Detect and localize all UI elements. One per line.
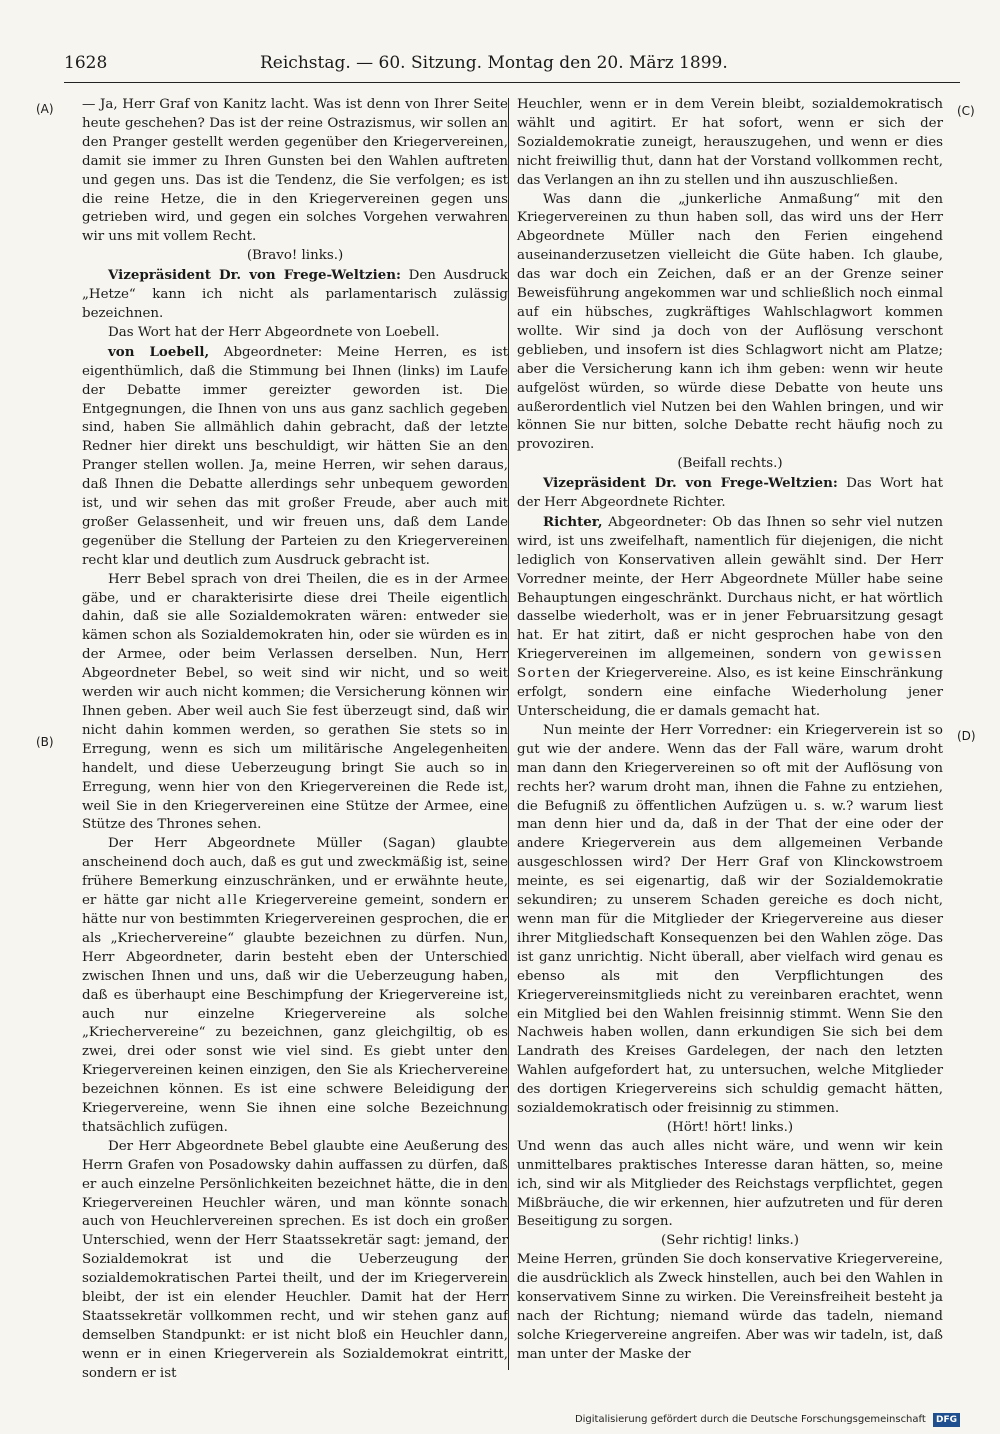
page-title: Reichstag. — 60. Sitzung. Montag den 20. März 1899. — [260, 53, 728, 73]
paragraph: Nun meinte der Herr Vorredner: ein Kriegerverein ist so gut wie der andere. Wenn das der Fall wäre, warum droht man dann den Kriegervereinen so oft mit der Auflösung von rechts her? warum droht man, ihnen die Fahne zu entziehen, die Befugniß zu öffentlichen Aufzügen u. s. w.? warum liest man denn hier und da, daß in der That der eine oder der andere Kriegerverein aus dem allgemeinen Verbande ausgeschlossen wird? Der Herr Graf von Klinckowstroem meinte, es sei eigenartig, daß wir der Sozialdemokratie sekundiren; zu unserem Schaden gereiche es doch nicht, wenn man für die Mitglieder der Kriegervereine aus dieser ihrer Mitgliedschaft Konsequenzen bei den Wahlen zöge. Das ist ganz unrichtig. Nicht überall, aber vielfach wird genau es ebenso als mit den Verpflichtungen des Kriegervereinsmitglieds nicht zu vereinbaren erachtet, wenn ein Mitglied bei den Wahlen freisinnig stimmt. Wenn Sie den Nachweis haben wollen, dann erkundigen Sie sich bei dem Landrath des Kreises Gardelegen, der nach den letzten Wahlen aufgefordert hat, zu untersuchen, welche Mitglieder des dortigen Kriegervereins sich schuldig gemacht hätten, sozialdemokratisch oder freisinnig zu stimmen. — [517, 722, 943, 1117]
paragraph-text: Den Ausdruck „Hetze“ kann ich nicht als parlamentarisch zulässig bezeichnen. — [82, 268, 508, 321]
margin-marker-d: (D) — [957, 729, 976, 743]
paragraph-text: Das Wort hat der Herr Abgeordnete Richter. — [517, 476, 943, 511]
paragraph: Herr Bebel sprach von drei Theilen, die es in der Armee gäbe, und er charakterisirte diese drei Theile eigentlich dahin, daß sie alle Sozialdemokraten wären: entweder sie kämen schon als Sozialdemokraten hin, oder sie würden es in der Armee, oder beim Verlassen derselben. Nun, Herr Abgeordneter Bebel, so weit sind wir nicht, und so weit werden wir auch nicht kommen; die Versicherung können wir Ihnen geben. Aber weil auch Sie fest überzeugt sind, daß wir nicht dahin kommen werden, so gerathen Sie stets so in Erregung, wenn es sich um militärische Angelegenheiten handelt, und diese Ueberzeugung bringt Sie auch so in Erregung, wenn hier von den Kriegervereinen die Rede ist, weil Sie in den Kriegervereinen eine Stütze der Armee, eine Stütze des Thrones sehen. — [82, 571, 508, 833]
paragraph: Heuchler, wenn er in dem Verein bleibt, sozialdemokratisch wählt und agitirt. Er hat sofort, wenn er sich der Sozialdemokratie zuneigt, herauszugehen, und wenn er dies nicht freiwillig thut, dann hat der Vorstand vollkommen recht, das Verlangen an ihn zu stellen und ihn auszuschließen. — [517, 97, 943, 188]
paragraph: Und wenn das auch alles nicht wäre, und wenn wir kein unmittelbares praktisches Interesse daran hätten, so, meine ich, sind wir als Mitglieder des Reichstags verpflichtet, gegen Mißbräuche, die wir erkennen, hier aufzutreten und für deren Beseitigung zu sorgen. — [517, 1138, 943, 1230]
margin-marker-a: (A) — [36, 102, 54, 116]
right-column — [517, 96, 943, 1365]
remark: (Sehr richtig! links.) — [661, 1233, 799, 1249]
paragraph: Der Herr Abgeordnete Bebel glaubte eine Aeußerung des Herrn Grafen von Posadowsky dahin auffassen zu dürfen, daß er auch einzelne Persönlichkeiten bezeichnet hätte, die in den Kriegervereinen Heuchler wären, und man könnte sonach auch von Heuchlervereinen sprechen. Es ist doch ein großer Unterschied, wenn der Herr Staatssekretär sagt: jemand, der Sozialdemokrat ist und die Ueberzeugung der sozialdemokratischen Partei theilt, und der im Kriegerverein bleibt, der ist ein elender Heuchler. Damit hat der Herr Staatssekretär vollkommen recht, und wir stehen ganz auf demselben Standpunkt: er ist nicht bloß ein Heuchler dann, wenn er in einen Kriegerverein als Sozialdemokrat eintritt, sondern er ist — [82, 1138, 508, 1381]
margin-marker-c: (C) — [957, 104, 975, 118]
footer-text: Digitalisierung gefördert durch die Deutsche Forschungsgemeinschaft — [574, 1414, 926, 1425]
paragraph — [82, 266, 508, 324]
remark: (Beifall rechts.) — [677, 456, 783, 472]
header-rule — [64, 82, 960, 83]
paragraph: Meine Herren, gründen Sie doch konservative Kriegervereine, die ausdrücklich als Zweck hinstellen, auch bei den Wahlen in konservativem Sinne zu wirken. Die Vereinsfreiheit besteht ja nach der Richtung; niemand würde das tadeln, niemand solche Kriegervereine angreifen. Aber was wir tadeln, ist, daß man unter der Maske der — [517, 1252, 943, 1362]
paragraph-text: Kriegervereine gemeint, sondern er hätte nur von bestimmten Kriegervereinen gesprochen, die er als „Kriechervereine“ glaubte bezeichnen zu dürfen. Nun, Herr Abgeordneter, darin besteht eben der Unterschied zwischen Ihnen und uns, daß wir die Ueberzeugung haben, daß es überhaupt eine Beschimpfung der Kriegervereine ist, auch nur einzelne Kriegervereine als solche „Kriechervereine“ zu bezeichnen, ganz gleichgiltig, ob es zwei, drei oder sonst wie viel sind. Es giebt unter den Kriegervereinen keinen einzigen, den Sie als Kriechervereine bezeichnen können. Es ist eine schwere Beleidigung der Kriegervereine, wenn Sie ihnen eine solche Bezeichnung thatsächlich zufügen. — [82, 893, 508, 1135]
paragraph: — Ja, Herr Graf von Kanitz lacht. Was ist denn von Ihrer Seite heute geschehen? Das ist der reine Ostrazismus, wir sollen an den Pranger gestellt werden gegenüber den Kriegervereinen, damit sie immer zu Ihren Gunsten bei den Wahlen auftreten und gegen uns. Das ist die Tendenz, die Sie verfolgen; es ist die reine Hetze, die in den Kriegervereinen gegen uns getrieben wird, und gegen ein solches Vorgehen verwahren wir uns mit vollem Recht. — [82, 97, 508, 245]
remark: (Hört! hört! links.) — [666, 1119, 794, 1135]
paragraph-text: Abgeordneter: Ob das Ihnen so sehr viel nutzen wird, ist uns zweifelhaft, namentlich für diejenigen, die nicht lediglich von Konservativen allein gewählt sind. Der Herr Vorredner meinte, der Herr Abgeordnete Müller habe seine Behauptungen eingeschränkt. Durchaus nicht, er hat wörtlich dasselbe wiederholt, was er in jener Februarsitzung gesagt hat. Er hat zitirt, daß er nicht gesprochen habe von den Kriegervereinen im allgemeinen, sondern von — [517, 514, 943, 663]
speaker-name: Richter, — [543, 513, 603, 530]
paragraph-text: Der Herr Abgeordnete Müller (Sagan) glaubte anscheinend doch auch, daß es gut und zweckmäßig ist, seine frühere Bemerkung einzuschränken, und er erwähnte heute, er hätte gar nicht — [82, 836, 508, 909]
speaker-name: Vizepräsident Dr. von Frege-Weltzien: — [108, 267, 401, 284]
speaker-name: von Loebell, — [108, 343, 210, 360]
paragraph-text: Abgeordneter: Meine Herren, es ist eigenthümlich, daß die Stimmung bei Ihnen (links) im Laufe der Debatte immer gereizter geworden ist. Die Entgegnungen, die Ihnen von uns aus ganz sachlich gegeben sind, haben Sie allmählich dahin gebracht, daß der letzte Redner hier direkt uns beschuldigt, wir hätten Sie an den Pranger stellen wollen. Ja, meine Herren, wir sehen daraus, daß Ihnen die Debatte allerdings sehr unbequem geworden ist, und wir sehen das mit großer Freude, aber auch mit großer Gelassenheit, und wir freuen uns, daß dem Lande gegenüber die Stellung der Parteien zu den Kriegervereinen recht klar und deutlich zum Ausdruck gebracht ist. — [82, 344, 508, 568]
emphasized-text: gewissen Sorten — [517, 647, 943, 682]
speaker-name: Vizepräsident Dr. von Frege-Weltzien: — [543, 475, 838, 492]
emphasized-text: alle — [217, 893, 249, 909]
dfg-logo: DFG — [933, 1413, 960, 1427]
paragraph: Was dann die „junkerliche Anmaßung“ mit den Kriegervereinen zu thun haben soll, das wird uns der Herr Abgeordnete Müller nach den Ferien eingehend auseinanderzusetzen vielleicht die Güte haben. Ich glaube, das war doch ein Zeichen, daß er an der Grenze seiner Beweisführung angekommen war und schließlich noch einmal auf ein hübsches, zugkräftiges Wahlschlagwort kommen wollte. Wir sind ja doch von der Auflösung verschont geblieben, und insofern ist dies Schlagwort nicht am Platze; aber die Versicherung kann ich ihm geben: wenn wir heute aufgelöst würden, so würde diese Debatte von heute uns außerordentlich viel Nutzen bei den Wahlen bringen, und wir können Sie nur bitten, solche Debatte recht häufig noch zu provoziren. — [517, 191, 943, 453]
paragraph — [517, 474, 943, 513]
column-divider — [508, 98, 509, 1370]
left-column — [82, 96, 508, 1384]
margin-marker-b: (B) — [36, 735, 54, 749]
paragraph-text: der Kriegervereine. Also, es ist keine Einschränkung erfolgt, sondern eine einfache Wiederholung jener Unterscheidung, die er damals gemacht hat. — [517, 666, 943, 719]
paragraph — [517, 513, 943, 722]
remark: (Bravo! links.) — [246, 248, 344, 264]
paragraph: Das Wort hat der Herr Abgeordnete von Loebell. — [108, 324, 440, 340]
paragraph — [82, 343, 508, 571]
page-number: 1628 — [64, 53, 108, 73]
page-header — [64, 50, 960, 76]
footer-credit — [575, 1413, 960, 1427]
paragraph — [82, 835, 508, 1138]
